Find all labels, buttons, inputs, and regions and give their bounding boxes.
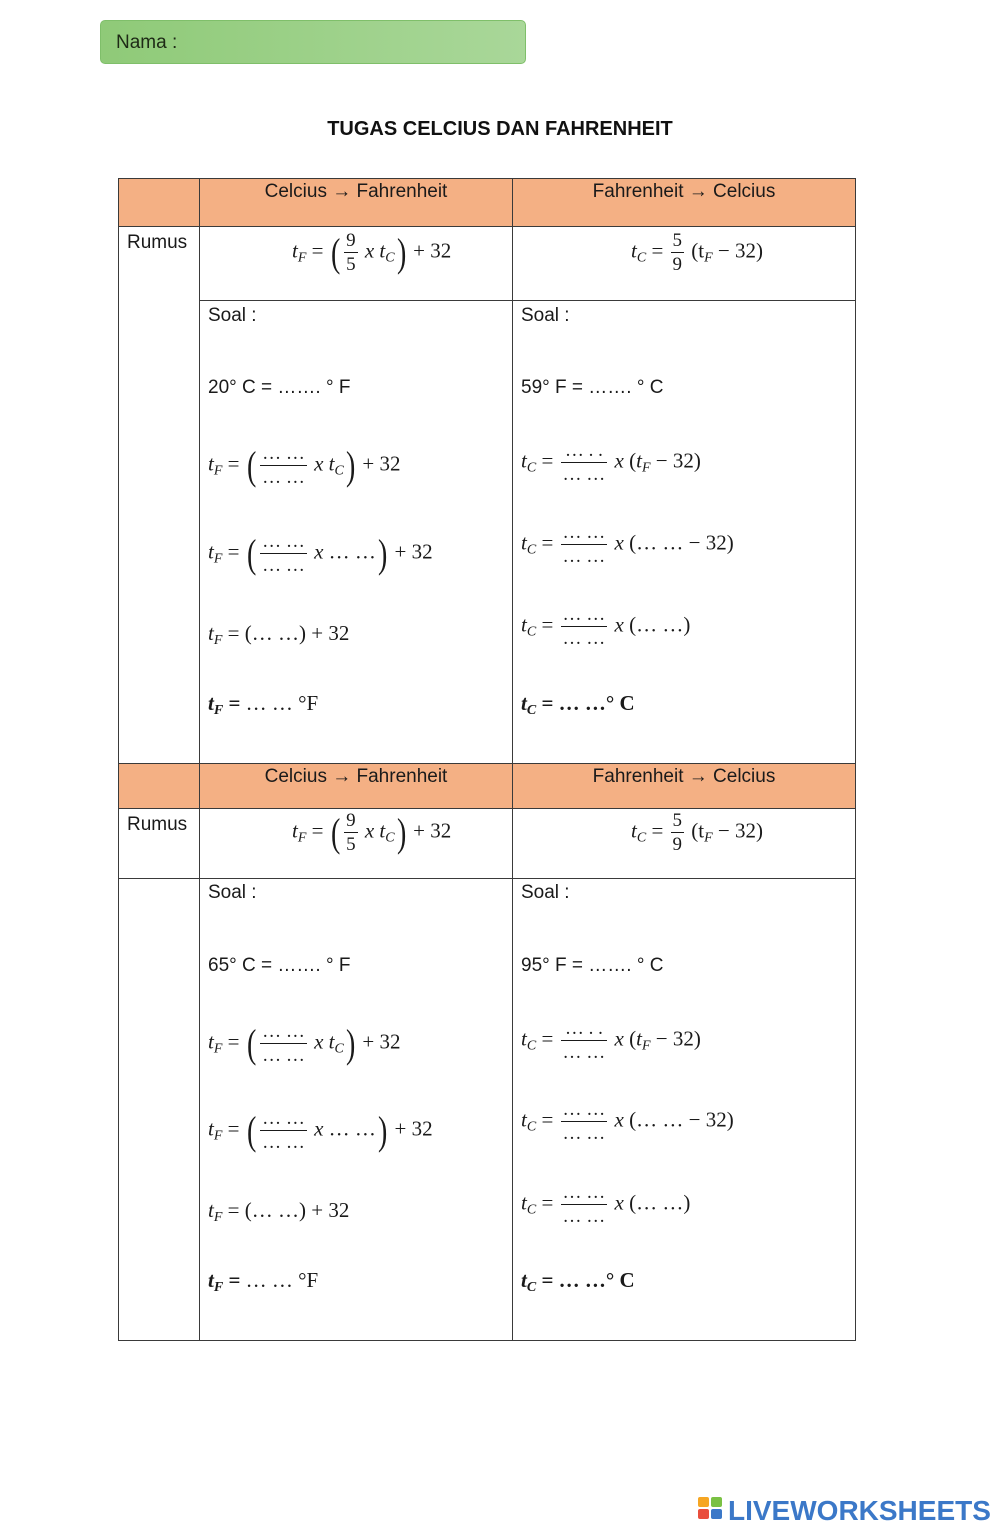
step2-f-to-c-2: $t_C$ = $\frac{\dots \dots}{\dots \dots}$ x (… … − 32)	[521, 1099, 734, 1144]
soal-label: Soal :	[521, 882, 570, 903]
answer-f-to-c-2: $t_C$ = … …° C	[521, 1268, 635, 1295]
step1-f-to-c-1: $t_C$ = $\frac{\dots . .}{\dots \dots}$ x $(t_F - 32)$	[521, 440, 701, 485]
formula-f-cell	[199, 226, 513, 301]
header-f-to-c-label: Fahrenheit → Celcius	[592, 766, 776, 787]
name-label: Nama :	[116, 32, 178, 53]
formula-c-cell	[512, 226, 856, 301]
question-f-to-c-1: 59° F = ……. ° C	[521, 377, 664, 398]
soal-label: Soal :	[208, 882, 257, 903]
work-f-to-c-1	[512, 300, 856, 764]
header-c-to-f-label: Celcius → Fahrenheit	[264, 766, 448, 787]
question-f-to-c-2: 95° F = ……. ° C	[521, 955, 664, 976]
liveworksheets-logo[interactable]: LIVEWORKSHEETS	[728, 1495, 991, 1526]
page-title: TUGAS CELCIUS DAN FAHRENHEIT	[327, 118, 673, 140]
step3-c-to-f-1: $t_F$ = (… …) + 32	[208, 621, 350, 648]
formula-c: $t_C$ = $\frac{5}{9}$ $(t_F - 32)$	[631, 810, 764, 855]
step3-f-to-c-1: $t_C$ = $\frac{\dots \dots}{\dots \dots}$ x (… …)	[521, 604, 691, 649]
answer-c-to-f-2: $t_F$ = … … °F	[208, 1268, 319, 1295]
name-input[interactable]	[189, 28, 513, 58]
rumus-label: Rumus	[127, 814, 188, 835]
question-c-to-f-1: 20° C = ……. ° F	[208, 377, 351, 398]
formula-c-cell	[512, 808, 856, 879]
header-c-to-f	[199, 178, 513, 227]
name-box	[100, 20, 526, 64]
liveworksheets-logo-icon	[698, 1497, 724, 1521]
rumus-cell	[118, 226, 200, 764]
soal-label: Soal :	[521, 305, 570, 326]
rumus-label: Rumus	[127, 232, 188, 253]
header-f-to-c	[512, 178, 856, 227]
work-f-to-c-2	[512, 878, 856, 1341]
step1-c-to-f-2: $t_F$ = ( $\frac{\dots \dots}{\dots \dots}$ x $t_C) + 32$	[208, 1020, 401, 1066]
step1-c-to-f-1: $t_F$ = ( $\frac{\dots \dots}{\dots \dots}$ x $t_C) + 32$	[208, 442, 401, 488]
work-c-to-f-2	[199, 878, 513, 1341]
step3-c-to-f-2: $t_F$ = (… …) + 32	[208, 1198, 350, 1225]
answer-c-to-f-1: $t_F$ = … … °F	[208, 691, 319, 718]
answer-f-to-c-1: $t_C$ = … …° C	[521, 691, 635, 718]
header-empty-cell	[118, 178, 200, 227]
header-f-to-c	[512, 763, 856, 809]
soal-label: Soal :	[208, 305, 257, 326]
question-c-to-f-2: 65° C = ……. ° F	[208, 955, 351, 976]
header-c-to-f-label: Celcius → Fahrenheit	[264, 181, 448, 202]
step3-f-to-c-2: $t_C$ = $\frac{\dots \dots}{\dots \dots}$ x (… …)	[521, 1182, 691, 1227]
formula-f: $t_F$ = ( $\frac{9}{5}$ x $t_C) + 32$	[292, 229, 452, 275]
header-f-to-c-label: Fahrenheit → Celcius	[592, 181, 776, 202]
formula-c: $t_C$ = $\frac{5}{9}$ $(t_F - 32)$	[631, 230, 764, 275]
empty-left-cell	[118, 878, 200, 1341]
header-empty-cell	[118, 763, 200, 809]
step1-f-to-c-2: $t_C$ = $\frac{\dots . .}{\dots \dots}$ x $(t_F - 32)$	[521, 1018, 701, 1063]
step2-c-to-f-1: $t_F$ = ( $\frac{\dots \dots}{\dots \dots}$ x … …) + 32	[208, 530, 433, 576]
formula-f-cell	[199, 808, 513, 879]
step2-c-to-f-2: $t_F$ = ( $\frac{\dots \dots}{\dots \dots}$ x … …) + 32	[208, 1107, 433, 1153]
rumus-cell	[118, 808, 200, 879]
formula-f: $t_F$ = ( $\frac{9}{5}$ x $t_C) + 32$	[292, 809, 452, 855]
step2-f-to-c-1: $t_C$ = $\frac{\dots \dots}{\dots \dots}$ x (… … − 32)	[521, 522, 734, 567]
work-c-to-f-1	[199, 300, 513, 764]
header-c-to-f	[199, 763, 513, 809]
